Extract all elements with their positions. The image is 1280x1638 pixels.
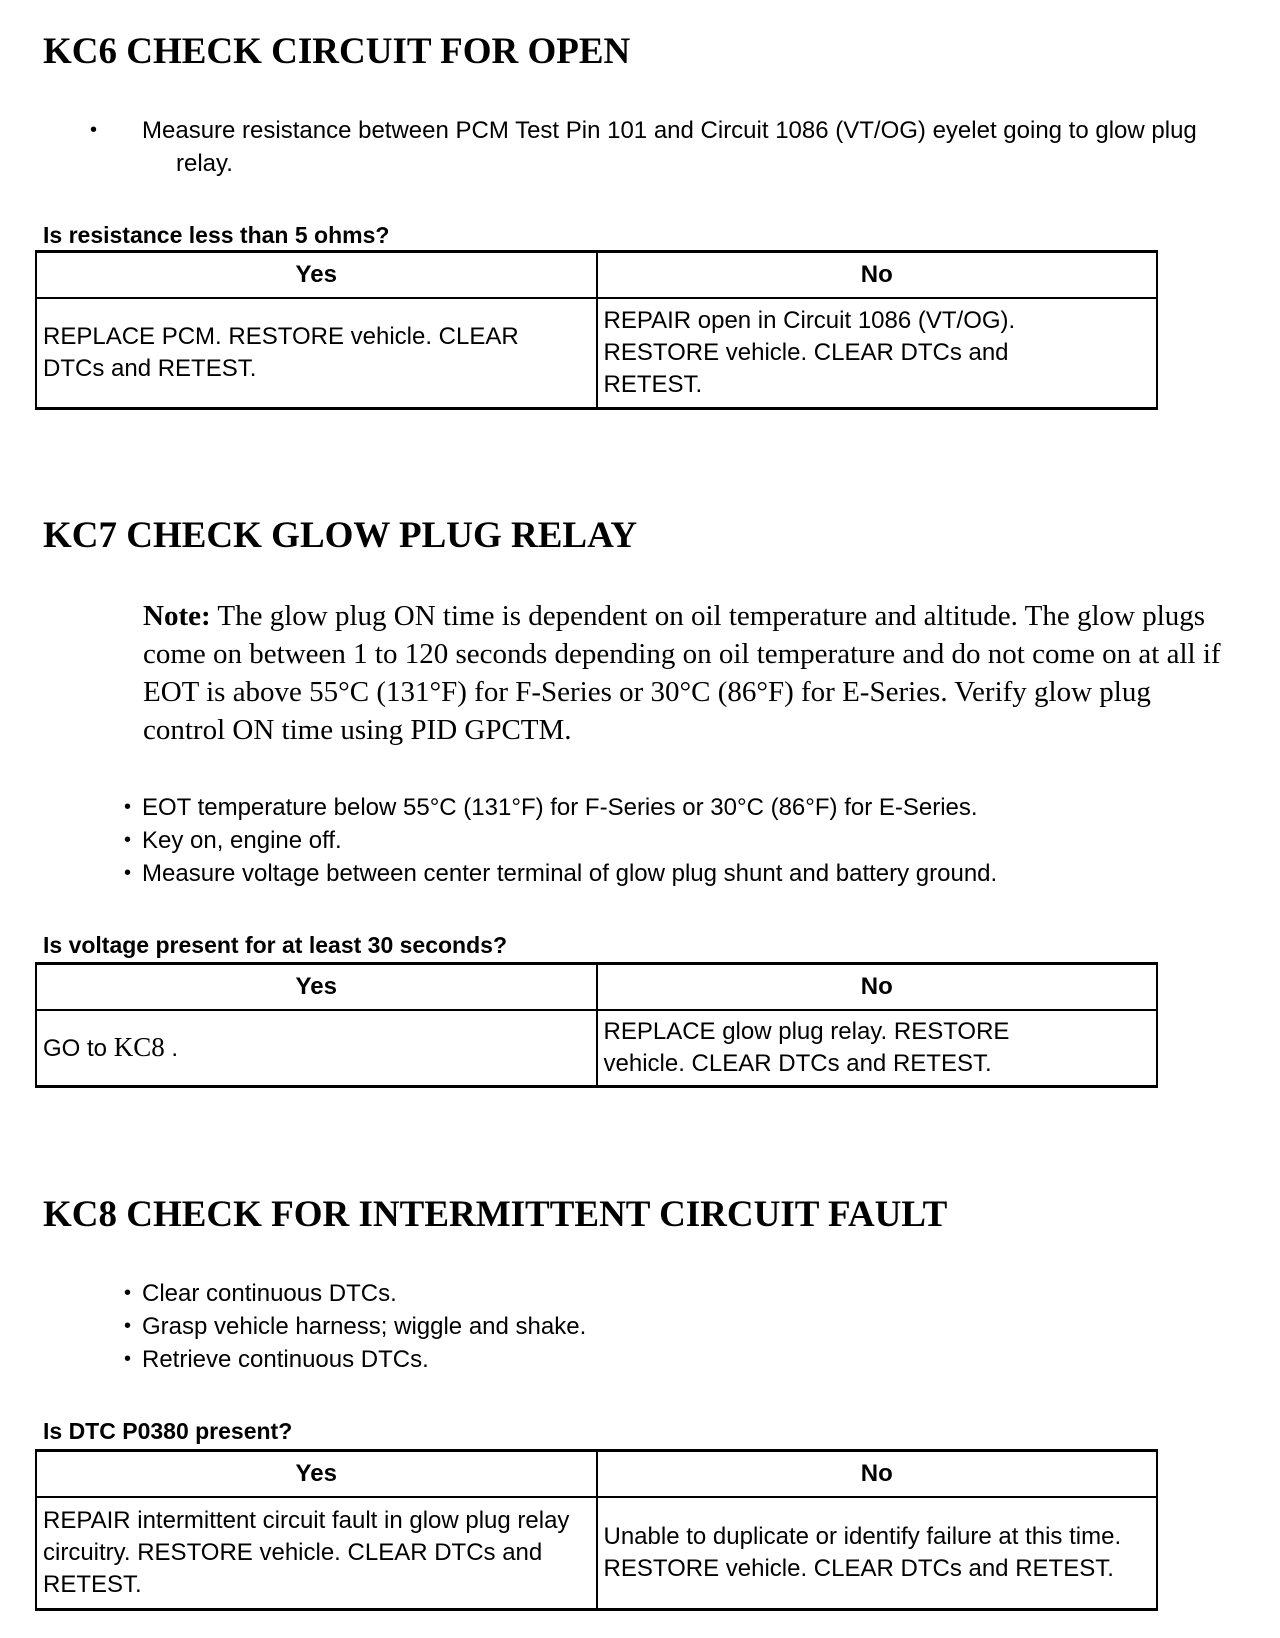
yes-action: REPLACE PCM. RESTORE vehicle. CLEAR DTCs and RETEST. — [36, 298, 597, 408]
no-action: REPAIR open in Circuit 1086 (VT/OG). RESTORE vehicle. CLEAR DTCs and RETEST. — [597, 298, 1158, 408]
kc6-question: Is resistance less than 5 ohms? — [43, 222, 390, 248]
note-text: The glow plug ON time is dependent on oil temperature and altitude. The glow plugs come on between 1 to 120 seconds depending on oil temperature and do not come on at all if EOT is above 55°C (131°F) for F-Series or 30°C (86°F) for E-Series. Verify glow plug control ON time using PID GPCTM. — [143, 600, 1221, 746]
kc8-link[interactable]: KC8 — [113, 1031, 165, 1062]
kc8-heading: KC8 CHECK FOR INTERMITTENT CIRCUIT FAULT — [43, 1194, 948, 1235]
kc6-steps — [122, 114, 1252, 180]
no-action: Unable to duplicate or identify failure at this time. RESTORE vehicle. CLEAR DTCs and RETEST. — [597, 1497, 1158, 1609]
step-item: • Clear continuous DTCs. — [122, 1277, 586, 1310]
yes-header: Yes — [36, 964, 597, 1011]
no-header: No — [597, 964, 1158, 1011]
step-item: • Grasp vehicle harness; wiggle and shake. — [122, 1310, 586, 1343]
step-item: • Measure resistance between PCM Test Pin 101 and Circuit 1086 (VT/OG) eyelet going to glow plug relay. — [122, 114, 1252, 180]
step-item: • Key on, engine off. — [122, 824, 997, 857]
yes-action: GO to KC8 . — [36, 1010, 597, 1086]
kc8-question: Is DTC P0380 present? — [43, 1418, 293, 1444]
kc7-heading: KC7 CHECK GLOW PLUG RELAY — [43, 515, 638, 556]
note-label: Note: — [143, 600, 211, 632]
step-item: • EOT temperature below 55°C (131°F) for F-Series or 30°C (86°F) for E-Series. — [122, 791, 997, 824]
kc8-steps — [122, 1277, 586, 1376]
kc6-heading: KC6 CHECK CIRCUIT FOR OPEN — [43, 31, 631, 72]
no-header: No — [597, 252, 1158, 299]
step-item: • Measure voltage between center terminal of glow plug shunt and battery ground. — [122, 857, 997, 890]
kc7-steps — [122, 791, 997, 890]
step-item: • Retrieve continuous DTCs. — [122, 1343, 586, 1376]
no-action: REPLACE glow plug relay. RESTORE vehicle. CLEAR DTCs and RETEST. — [597, 1010, 1158, 1086]
yes-header: Yes — [36, 252, 597, 299]
kc7-note — [143, 597, 1233, 749]
kc7-question: Is voltage present for at least 30 seconds? — [43, 932, 507, 958]
kc7-result-table — [35, 962, 1158, 1088]
yes-header: Yes — [36, 1451, 597, 1498]
no-header: No — [597, 1451, 1158, 1498]
kc6-result-table — [35, 250, 1158, 410]
kc8-result-table — [35, 1449, 1158, 1611]
yes-action: REPAIR intermittent circuit fault in glow plug relay circuitry. RESTORE vehicle. CLEAR DTCs and RETEST. — [36, 1497, 597, 1609]
